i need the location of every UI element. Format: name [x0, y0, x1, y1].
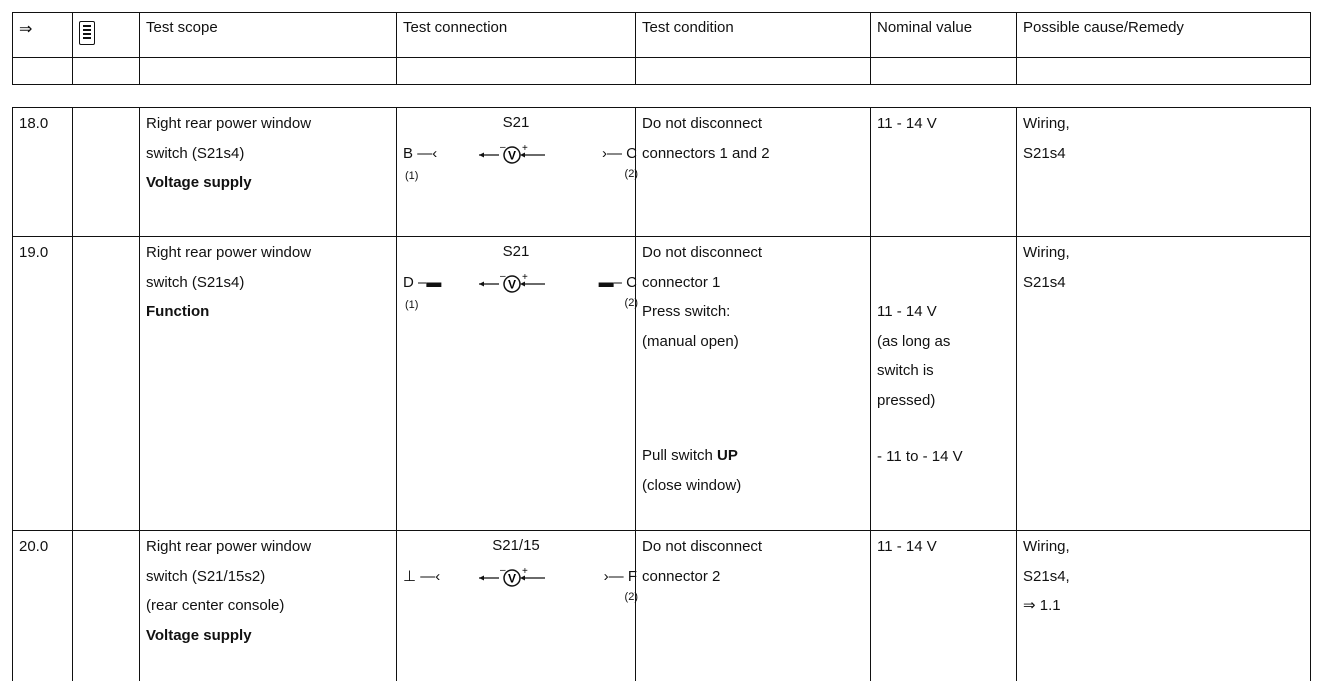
table-row [13, 237, 1311, 531]
remedy-line: ⇒ 1.1 [1023, 597, 1061, 614]
test-connection-diagram [397, 237, 638, 530]
right-connector-number: (2) [624, 591, 638, 603]
socket-right-icon: ›— [601, 145, 622, 162]
header-possible-cause: Possible cause/Remedy [1017, 13, 1311, 58]
svg-text:–: – [500, 273, 506, 282]
nominal-value: (as long as [877, 332, 951, 350]
voltmeter-icon [477, 273, 547, 295]
test-condition-line: (manual open) [642, 332, 739, 350]
step-number: 20.0 [19, 538, 49, 555]
table-row [13, 108, 1311, 237]
left-connector-number: (1) [405, 170, 419, 182]
svg-text:–: – [500, 567, 506, 576]
component-label: S21 [502, 243, 530, 260]
left-pin: B [403, 145, 414, 162]
socket-left-icon: —‹ [420, 568, 441, 585]
plug-left-icon: –▬ [418, 274, 442, 291]
component-label: S21/15 [492, 537, 540, 554]
remedy-line: S21s4, [1023, 567, 1070, 585]
remedy-line: S21s4 [1023, 144, 1066, 162]
right-connector-number: (2) [624, 168, 638, 180]
test-scope-title: Voltage supply [146, 174, 252, 191]
socket-right-icon: ›— [603, 568, 624, 585]
test-scope-line: Right rear power window [146, 244, 312, 261]
nominal-value: 11 - 14 V [877, 538, 937, 555]
remedy-line: Wiring, [1023, 244, 1070, 261]
tester-icon [79, 21, 95, 45]
header-test-connection: Test connection [397, 13, 636, 58]
test-scope-line: switch (S21/15s2) [146, 567, 266, 585]
test-scope-title: Function [146, 303, 210, 320]
test-scope-line: switch (S21s4) [146, 144, 245, 162]
header-test-scope: Test scope [140, 13, 397, 58]
step-number: 18.0 [19, 115, 49, 132]
test-condition-line: Press switch: [642, 303, 731, 320]
nominal-value: switch is [877, 362, 934, 379]
nominal-value: 11 - 14 V [877, 303, 937, 320]
test-condition-line: Pull switch UP [642, 447, 738, 464]
step-number: 19.0 [19, 244, 49, 261]
svg-text:–: – [500, 144, 506, 153]
test-scope-line: switch (S21s4) [146, 273, 245, 291]
voltmeter-icon [477, 144, 547, 166]
socket-left-icon: —‹ [417, 145, 438, 162]
svg-text:+: + [522, 567, 528, 577]
test-scope-line: (rear center console) [146, 597, 285, 614]
svg-text:V: V [507, 277, 517, 292]
nominal-value: - 11 to - 14 V [877, 448, 963, 465]
component-label: S21 [502, 114, 530, 131]
header-empty-row [13, 58, 1311, 85]
voltmeter-icon [477, 567, 547, 589]
test-table [12, 107, 1311, 681]
header-nominal-value: Nominal value [871, 13, 1017, 58]
right-pin: F [627, 568, 637, 585]
table-row [13, 531, 1311, 681]
header-table [12, 12, 1311, 85]
svg-text:+: + [522, 273, 528, 283]
ground-icon: ⊥ [403, 568, 417, 585]
tester-header [73, 13, 140, 58]
test-scope-line: Right rear power window [146, 115, 312, 132]
svg-text:+: + [522, 144, 528, 154]
test-connection-diagram [397, 531, 638, 681]
test-condition-line: Do not disconnect [642, 244, 763, 261]
left-pin: D [403, 274, 414, 291]
test-condition-line: connector 1 [642, 273, 721, 291]
test-condition-line: connectors 1 and 2 [642, 144, 770, 162]
header-test-condition: Test condition [636, 13, 871, 58]
remedy-line: Wiring, [1023, 538, 1070, 555]
test-connection-diagram [397, 108, 638, 236]
remedy-line: Wiring, [1023, 115, 1070, 132]
test-condition-line: Do not disconnect [642, 538, 763, 555]
test-condition-line: Do not disconnect [642, 115, 763, 132]
right-pin: C [626, 145, 637, 162]
nominal-value: 11 - 14 V [877, 115, 937, 132]
test-scope-title: Voltage supply [146, 626, 252, 644]
right-connector-number: (2) [624, 297, 638, 309]
header-row [13, 13, 1311, 58]
remedy-line: S21s4 [1023, 273, 1066, 291]
nominal-value: pressed) [877, 391, 936, 409]
svg-text:V: V [507, 571, 517, 586]
svg-text:V: V [507, 148, 517, 163]
test-condition-line: (close window) [642, 476, 742, 494]
arrow-header: ⇒ [13, 13, 73, 58]
right-pin: C [626, 274, 637, 291]
test-scope-line: Right rear power window [146, 538, 312, 555]
plug-right-icon: ▬– [598, 274, 622, 291]
test-condition-line: connector 2 [642, 567, 721, 585]
left-connector-number: (1) [405, 299, 419, 311]
